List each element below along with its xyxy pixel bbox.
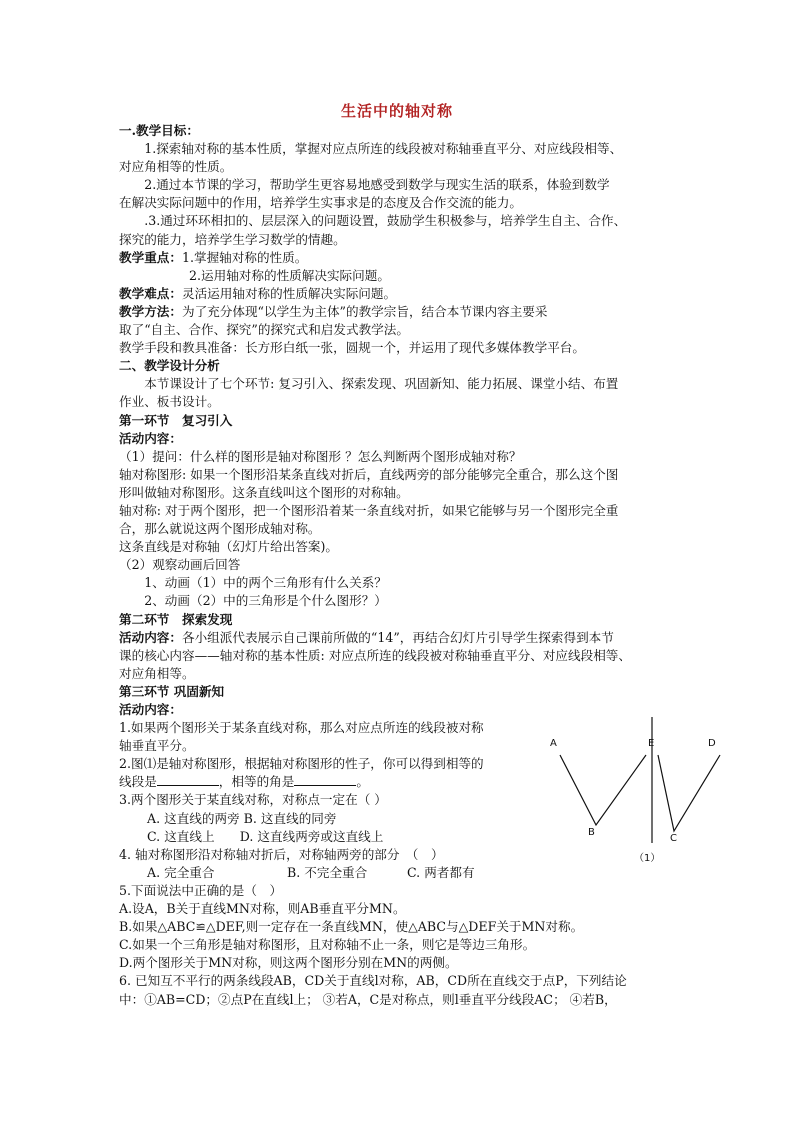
exercise-2-cont [119,773,539,791]
symmetry-figure [546,715,726,865]
exercise-4-option-a: A. 完全重合 [147,864,215,880]
exercise-2-end: 。 [356,774,369,790]
section-1-heading: 第一环节 复习引入 [119,412,233,428]
exercise-6-cont: 中：①AB=CD；②点P在直线l上； ③若A，C是对称点，则l垂直平分线段AC； ④若B， [119,991,617,1007]
goal-2: 2.通过本节课的学习，帮助学生更容易地感受到数学与现实生活的联系，体验到数学 [144,177,610,193]
design-heading: 二、教学设计分析 [119,358,220,374]
section-2-line-2: 课的核心内容——轴对称的基本性质: 对应点所连的线段被对称轴垂直平分、对应线段相等、 [119,647,631,663]
tools: 教学手段和教具准备：长方形白纸一张，圆规一个，并运用了现代多媒体教学平台。 [119,340,585,356]
exercise-2-prefix: 线段是 [119,774,157,790]
section-2-content [119,629,675,647]
method-line-2: 取了“自主、合作、探究”的探究式和启发式教学法。 [119,322,409,338]
method-line-1: 为了充分体现“以学生为主体”的教学宗旨，结合本节课内容主要采 [181,303,548,319]
exercise-5-option-a: A.设A，B关于直线MN对称，则AB垂直平分MN。 [119,901,406,917]
document-body [119,122,675,1009]
goal-1: 1.探索轴对称的基本性质，掌握对应点所连的线段被对称轴垂直平分、对应线段相等、 [144,141,623,157]
definition-1-cont: 形叫做轴对称图形。这条直线叫这个图形的对称轴。 [119,484,409,500]
definition-3: 这条直线是对称轴（幻灯片给出答案)。 [119,539,339,555]
goal-2-cont: 在解决实际问题中的作用，培养学生实事求是的态度及合作交流的能力。 [119,195,522,211]
definition-2: 轴对称: 对于两个图形，把一个图形沿着某一条直线对折，如果它能够与另一个图形完全重 [119,502,619,518]
section-2-heading: 第二环节 探索发现 [119,611,233,627]
exercise-3-options-ab: A. 这直线的两旁 B. 这直线的同旁 [147,810,337,826]
difficulty-text: 灵活运用轴对称的性质解决实际问题。 [181,285,397,301]
left-triangle-path [560,755,646,825]
point-c-label: C [670,833,677,844]
exercise-2-middle: ，相等的角是 [218,774,295,790]
section-1-question-2: （2）观察动画后回答 [119,557,241,573]
design-line-2: 作业、板书设计。 [119,394,220,410]
exercise-6: 6. 已知互不平行的两条线段AB，CD关于直线l对称，AB，CD所在直线交于点P，下列结论 [119,973,627,989]
goal-3: .3.通过环环相扣的、层层深入的问题设置，鼓励学生积极参与，培养学生自主、合作、 [144,213,627,229]
section-1-question-1: （1）提问：什么样的图形是轴对称图形 ？怎么判断两个图形成轴对称？ [119,448,522,464]
symmetry-figure-svg [546,715,726,865]
key-point-1: 1.掌握轴对称的性质。 [181,249,308,265]
right-triangle-path [658,755,720,831]
exercise-5: 5.下面说法中正确的是（ ） [119,882,283,898]
point-d-label: D [708,738,716,749]
section-3-activity: 活动内容： [119,702,182,717]
answer-blank-angles [294,773,356,786]
method [119,303,675,321]
difficulty-label: 教学难点： [119,285,182,301]
exercise-3-options-cd: C. 这直线上 D. 这直线两旁或这直线上 [147,828,384,844]
exercise-5-option-b: B.如果△ABC≌△DEF,则一定存在一条直线MN，使△ABC与△DEF关于MN对称。 [119,919,584,935]
section-1-question-2b: 2、动画（2）中的三角形是个什么图形？） [144,593,387,609]
exercise-2: 2.图⑴是轴对称图形，根据轴对称图形的性子，你可以得到相等的 [119,756,484,772]
section-2-line-1: 各小组派代表展示自己课前所做的“14”，再结合幻灯片引导学生探索得到本节 [181,629,614,645]
exercise-4-option-c: C. 两者都有 [407,864,475,880]
section-1-activity: 活动内容： [119,430,182,446]
section-3-heading: 第三环节 巩固新知 [119,683,225,699]
section-2-line-3: 对应角相等。 [119,665,195,681]
page-title: 生活中的轴对称 [340,102,453,120]
exercise-4: 4. 轴对称图形沿对称轴对折后，对称轴两旁的部分 （ ） [119,846,444,862]
key-points [119,249,675,267]
exercise-1-cont: 轴垂直平分。 [119,738,195,754]
point-a-label: A [550,738,557,749]
point-e-label: E [648,738,655,749]
key-point-2: 2.运用轴对称的性质解决实际问题。 [189,267,390,283]
point-b-label: B [588,827,595,838]
answer-blank-segments [157,773,219,786]
exercise-4-options [119,864,675,882]
section-1-question-2a: 1、动画（1）中的两个三角形有什么关系？ [144,575,387,591]
key-label: 教学重点： [119,249,182,265]
exercise-3: 3.两个图形关于某直线对称，对称点一定在（ ） [119,792,387,808]
figure-caption: （1） [634,853,661,864]
exercise-5-option-c: C.如果一个三角形是轴对称图形，且对称轴不止一条，则它是等边三角形。 [119,937,536,953]
difficulty [119,285,675,303]
exercise-4-option-b: B. 不完全重合 [287,864,368,880]
design-line-1: 本节课设计了七个环节: 复习引入、探索发现、巩固新知、能力拓展、课堂小结、布置 [144,376,619,392]
definition-2-cont: 合，那么就说这两个图形成轴对称。 [119,521,321,537]
goal-3-cont: 探究的能力，培养学生学习数学的情趣。 [119,231,346,247]
exercise-5-option-d: D.两个图形关于MN对称，则这两个图形分别在MN的两侧。 [119,955,458,971]
definition-1: 轴对称图形: 如果一个图形沿某条直线对折后，直线两旁的部分能够完全重合，那么这个图 [119,466,619,482]
goals-heading: 一.教学目标： [119,123,199,138]
section-2-activity: 活动内容： [119,629,182,645]
exercise-1: 1.如果两个图形关于某条直线对称，那么对应点所连的线段被对称 [119,720,484,736]
method-label: 教学方法： [119,303,182,319]
goal-1-cont: 对应角相等的性质。 [119,159,233,175]
